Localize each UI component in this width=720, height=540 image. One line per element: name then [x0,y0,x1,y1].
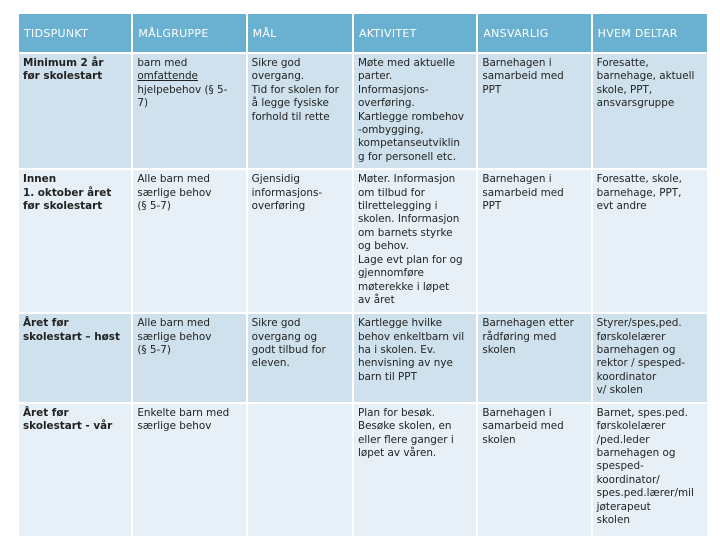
cell-line: møterekke i løpet [357,280,450,293]
table-row [19,314,707,401]
table-row [19,54,707,168]
cell-ansvarlig [478,314,590,401]
cell-line: barnehagen og [596,446,676,459]
cell-line: overgang. [251,70,305,83]
cell-line: Barnehagen i [482,173,552,186]
cell-tidspunkt [19,314,131,401]
cell-line: evt andre [596,200,647,213]
cell-line: Informasjons- [357,83,429,96]
cell-line: jøterapeut [596,500,651,513]
cell-line: før skolestart [23,200,103,213]
cell-line: koordinator/ [596,473,660,486]
cell-line: eleven. [251,357,290,370]
cell-line: informasjons- [251,186,323,199]
cell-line: gjennomføre [357,267,424,280]
cell-line: ha i skolen. Ev. [357,344,436,357]
cell-line: Kartlegge hvilke [357,317,443,330]
cell-line: om barnets styrke [357,226,453,239]
cell-malgruppe [133,54,245,168]
cell-line: Enkelte barn med [137,406,230,419]
cell-aktivitet [354,314,476,401]
cell-line: Tid for skolen for [251,83,339,96]
cell-line: Barnehagen i [482,57,552,69]
cell-line: overføring. [357,97,415,110]
table-row [19,170,707,312]
cell-aktivitet [354,404,476,536]
cell-mal [248,54,352,168]
cell-line: henvisning av nye [357,357,453,370]
cell-line: hjelpebehov (§ 5- [137,83,228,96]
cell-line: særlige behov [137,330,212,343]
cell-line: barnehage, PPT, [596,186,682,199]
cell-line: ansvarsgruppe [596,97,675,110]
cell-line: Foresatte, [596,57,649,69]
header-malgruppe: MÅLGRUPPE [133,14,245,52]
cell-mal [248,404,352,536]
cell-line: skole, PPT, [596,83,653,96]
cell-line: og behov. [357,240,409,253]
cell-line: skolestart - vår [23,420,113,433]
cell-line: eller flere ganger i [357,433,454,446]
cell-line: Gjensidig [251,173,300,186]
cell-line: om tilbud for [357,186,425,199]
cell-line: førskolelærer [596,420,666,433]
cell-mal [248,170,352,312]
cell-malgruppe [133,314,245,401]
cell-line: (§ 5-7) [137,200,171,213]
cell-line: Sikre god [251,317,301,330]
cell-line: skolen [482,344,516,357]
cell-line: samarbeid med [482,420,564,433]
cell-tidspunkt [19,170,131,312]
cell-line: g for personell etc. [357,150,457,163]
cell-line: skolen [596,513,630,526]
cell-line: Møter. Informasjon [357,173,456,186]
cell-line: overføring [251,200,306,213]
cell-line: rektor / spesped- [596,357,686,370]
header-row [19,14,707,52]
cell-line: spes.ped.lærer/mil [596,487,694,500]
cell-line: /ped.leder [596,433,650,446]
cell-line: behov enkeltbarn vil [357,330,465,343]
cell-line: barnehagen og [596,344,676,357]
cell-aktivitet [354,54,476,168]
cell-line: barn med [137,57,188,69]
cell-line: samarbeid med [482,186,564,199]
cell-line: rådføring med [482,330,557,343]
cell-malgruppe [133,404,245,536]
cell-line: barn til PPT [357,370,417,383]
cell-line: tilrettelegging i [357,200,438,213]
cell-line: kompetanseutviklin [357,137,460,150]
cell-aktivitet [354,170,476,312]
cell-line: særlige behov [137,186,212,199]
cell-line: Lage evt plan for og [357,253,463,266]
cell-line: før skolestart [23,70,103,83]
cell-line: Året før [23,406,69,419]
cell-ansvarlig [478,404,590,536]
cell-line: av året [357,293,395,306]
cell-line: godt tilbud for [251,344,326,357]
cell-line: Sikre god [251,57,301,69]
cell-mal [248,314,352,401]
cell-line: -ombygging, [357,124,424,137]
cell-line: skolen. Informasjon [357,213,460,226]
cell-line: Barnehagen etter [482,317,574,330]
cell-line: PPT [482,200,502,213]
cell-hvem-deltar [593,314,707,401]
cell-line: løpet av våren. [357,446,437,459]
cell-line: Barnehagen i [482,406,552,419]
cell-line: Alle barn med [137,317,210,330]
cell-line: Møte med aktuelle [357,57,456,69]
cell-tidspunkt [19,54,131,168]
cell-ansvarlig [478,170,590,312]
cell-ansvarlig [478,54,590,168]
header-hvem-deltar: HVEM DELTAR [593,14,707,52]
header-aktivitet: AKTIVITET [354,14,476,52]
header-mal: MÅL [248,14,352,52]
cell-line: å legge fysiske [251,97,329,110]
cell-line: omfattende [137,70,198,83]
cell-malgruppe [133,170,245,312]
cell-line: Plan for besøk. [357,406,436,419]
cell-line: skolestart – høst [23,330,120,343]
cell-line: (§ 5-7) [137,344,171,357]
cell-line: Besøke skolen, en [357,420,452,433]
cell-line: parter. [357,70,393,83]
cell-line: overgang og [251,330,318,343]
cell-line: spesped- [596,460,644,473]
cell-line: samarbeid med [482,70,564,83]
cell-line: Styrer/spes,ped. [596,317,682,330]
cell-line: Året før [23,317,69,330]
transition-plan-table [17,12,709,538]
cell-line: skolen [482,433,516,446]
cell-line: PPT [482,83,502,96]
cell-hvem-deltar [593,404,707,536]
table-row [19,404,707,536]
header-ansvarlig: ANSVARLIG [478,14,590,52]
cell-tidspunkt [19,404,131,536]
cell-hvem-deltar [593,170,707,312]
cell-line: Alle barn med [137,173,210,186]
cell-line: 7) [137,97,148,110]
cell-line: barnehage, aktuell [596,70,695,83]
cell-line: Kartlegge rombehov [357,110,465,123]
cell-line: Innen [23,173,57,186]
header-tidspunkt: TIDSPUNKT [19,14,131,52]
cell-line: Foresatte, skole, [596,173,682,186]
cell-line: 1. oktober året [23,186,112,199]
cell-hvem-deltar [593,54,707,168]
cell-line: førskolelærer [596,330,666,343]
cell-line: Barnet, spes.ped. [596,406,688,419]
cell-line: v/ skolen [596,384,643,397]
cell-line: forhold til rette [251,110,330,123]
cell-line: Minimum 2 år [23,57,104,69]
cell-line: særlige behov [137,420,212,433]
cell-line: koordinator [596,370,657,383]
